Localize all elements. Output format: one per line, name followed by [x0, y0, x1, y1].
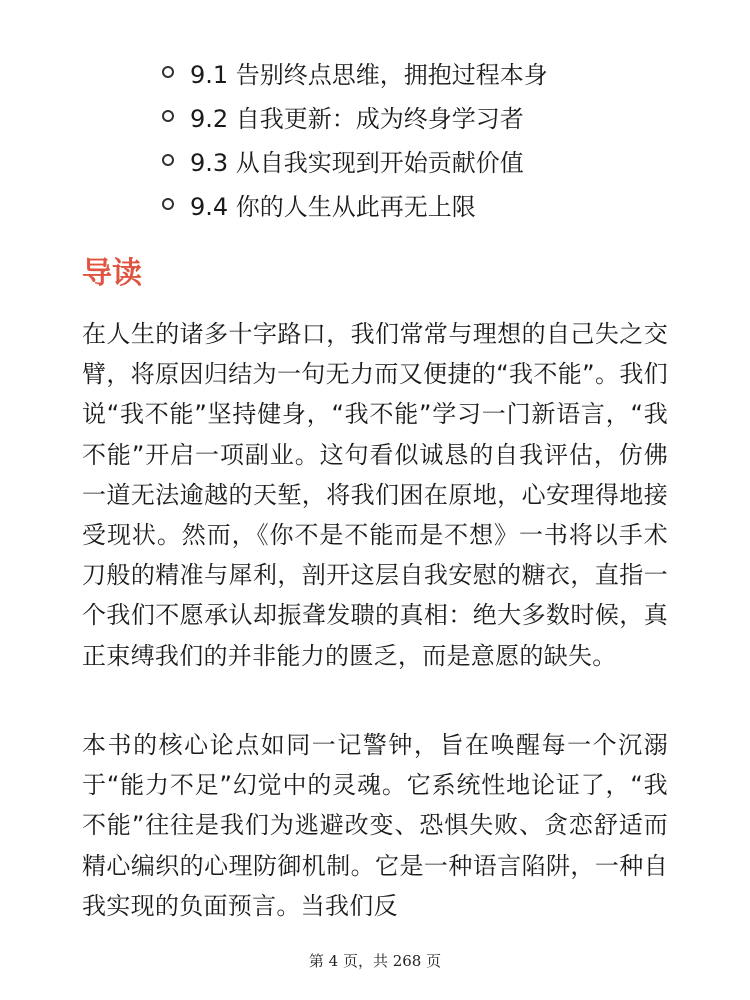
body-paragraph: 本书的核心论点如同一记警钟，旨在唤醒每一个沉溺于“能力不足”幻觉中的灵魂。它系统性地论证了，“我不能”往往是我们为逃避改变、恐惧失败、贪恋舒适而精心编织的心理防御机制。它是一种语言陷阱，一种自我实现的负面预言。当我们反: [82, 731, 668, 920]
toc-item-label: 9.1 告别终点思维，拥抱过程本身: [190, 60, 548, 89]
hollow-circle-bullet-icon: [162, 154, 174, 166]
toc-item-label: 9.2 自我更新：成为终身学习者: [190, 104, 524, 133]
hollow-circle-bullet-icon: [162, 66, 174, 78]
hollow-circle-bullet-icon: [162, 198, 174, 210]
page-number-footer: 第 4 页，共 268 页: [308, 952, 442, 970]
hollow-circle-bullet-icon: [162, 110, 174, 122]
body-paragraph: 在人生的诸多十字路口，我们常常与理想的自己失之交臂，将原因归结为一句无力而又便捷的“我不能”。我们说“我不能”坚持健身，“我不能”学习一门新语言，“我不能”开启一项副业。这句看似诚恳的自我评估，仿佛一道无法逾越的天堑，将我们困在原地，心安理得地接受现状。然而，《你不是不能而是不想》一书将以手术刀般的精准与犀利，剖开这层自我安慰的糖衣，直指一个我们不愿承认却振聋发聩的真相：绝大多数时候，真正束缚我们的并非能力的匮乏，而是意愿的缺失。: [82, 320, 668, 670]
toc-item[interactable]: [162, 50, 548, 94]
toc-item[interactable]: [162, 182, 548, 226]
toc-item[interactable]: [162, 138, 548, 182]
section-heading: 导读: [82, 256, 142, 291]
table-of-contents: [162, 50, 548, 226]
toc-item-label: 9.3 从自我实现到开始贡献价值: [190, 148, 524, 177]
toc-item-label: 9.4 你的人生从此再无上限: [190, 192, 476, 221]
toc-item[interactable]: [162, 94, 548, 138]
